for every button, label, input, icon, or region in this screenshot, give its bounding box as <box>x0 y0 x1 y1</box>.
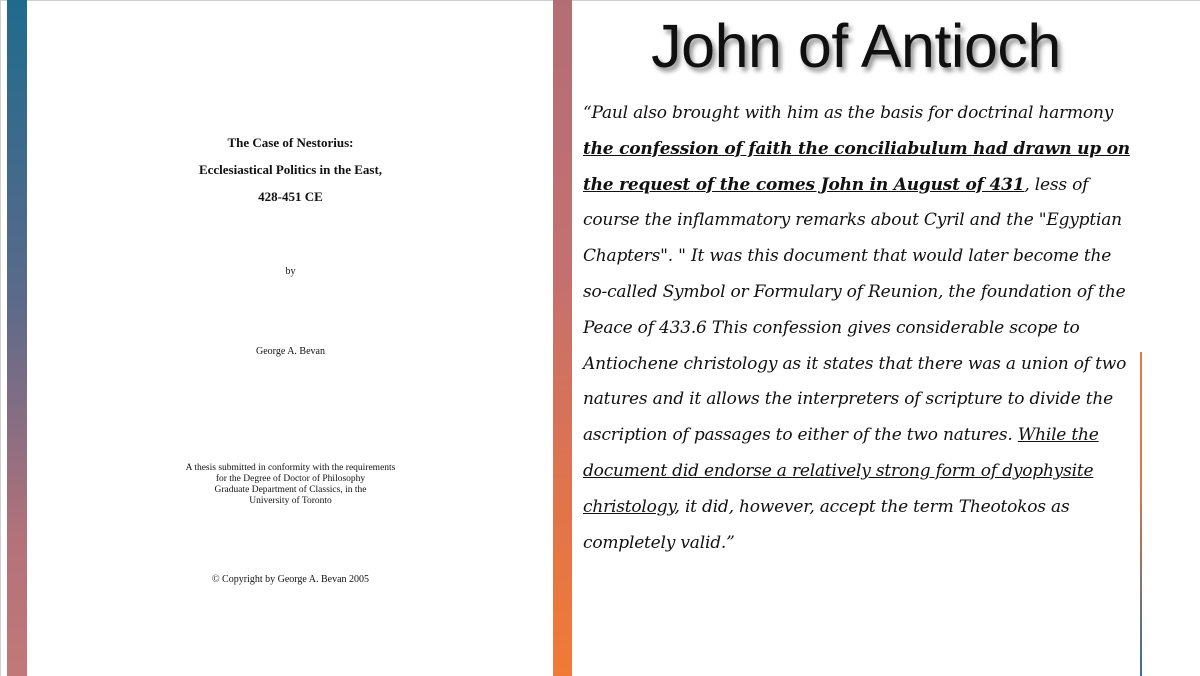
thesis-by: by <box>285 266 296 277</box>
quote-text-1: “Paul also brought with him as the basis for doctrinal harmony <box>583 103 1114 123</box>
middle-accent-bar <box>553 0 572 676</box>
thesis-title-line-1: The Case of Nestorius: <box>227 135 354 150</box>
right-accent-line <box>1140 352 1142 676</box>
quote-text-2: , less of course the inflammatory remarks about Cyril and the "Egyptian Chapters". " It was this document that would later become the so-called Symbol or Formulary of Reunion, the foundation of the Peace of 433.6 This confession gives considerable scope to Antiochene christology as it states that there was a union of two natures and it allows the interpreters of scripture to divide the ascription of passages to either of the two natures. <box>583 174 1127 446</box>
quote-text-3: , it did, however, accept the term Theotokos as completely valid.” <box>583 496 1070 553</box>
quote-emphasis-2: While the document did endorse a relatively strong form of dyophysite christology <box>583 425 1099 517</box>
quote-emphasis-1: the confession of faith the conciliabulum had drawn up on the request of the comes John in August of 431 <box>583 138 1130 195</box>
thesis-statement-line-1: A thesis submitted in conformity with the requirements <box>185 463 396 473</box>
frame-left-border <box>0 0 1 676</box>
thesis-title-line-3: 428-451 CE <box>258 189 323 204</box>
thesis-title-line-2: Ecclesiastical Politics in the East, <box>198 162 383 177</box>
slide-title: John of Antioch <box>651 12 1061 80</box>
thesis-title-page <box>28 0 553 676</box>
thesis-statement-line-4: University of Toronto <box>249 496 332 506</box>
thesis-statement-line-3: Graduate Department of Classics, in the <box>214 485 367 495</box>
thesis-statement <box>28 463 553 507</box>
left-accent-bar <box>7 0 27 676</box>
thesis-statement-line-2: for the Degree of Doctor of Philosophy <box>215 474 366 484</box>
quote-block <box>583 96 1135 561</box>
thesis-copyright: © Copyright by George A. Bevan 2005 <box>211 574 370 585</box>
thesis-author: George A. Bevan <box>256 346 325 357</box>
